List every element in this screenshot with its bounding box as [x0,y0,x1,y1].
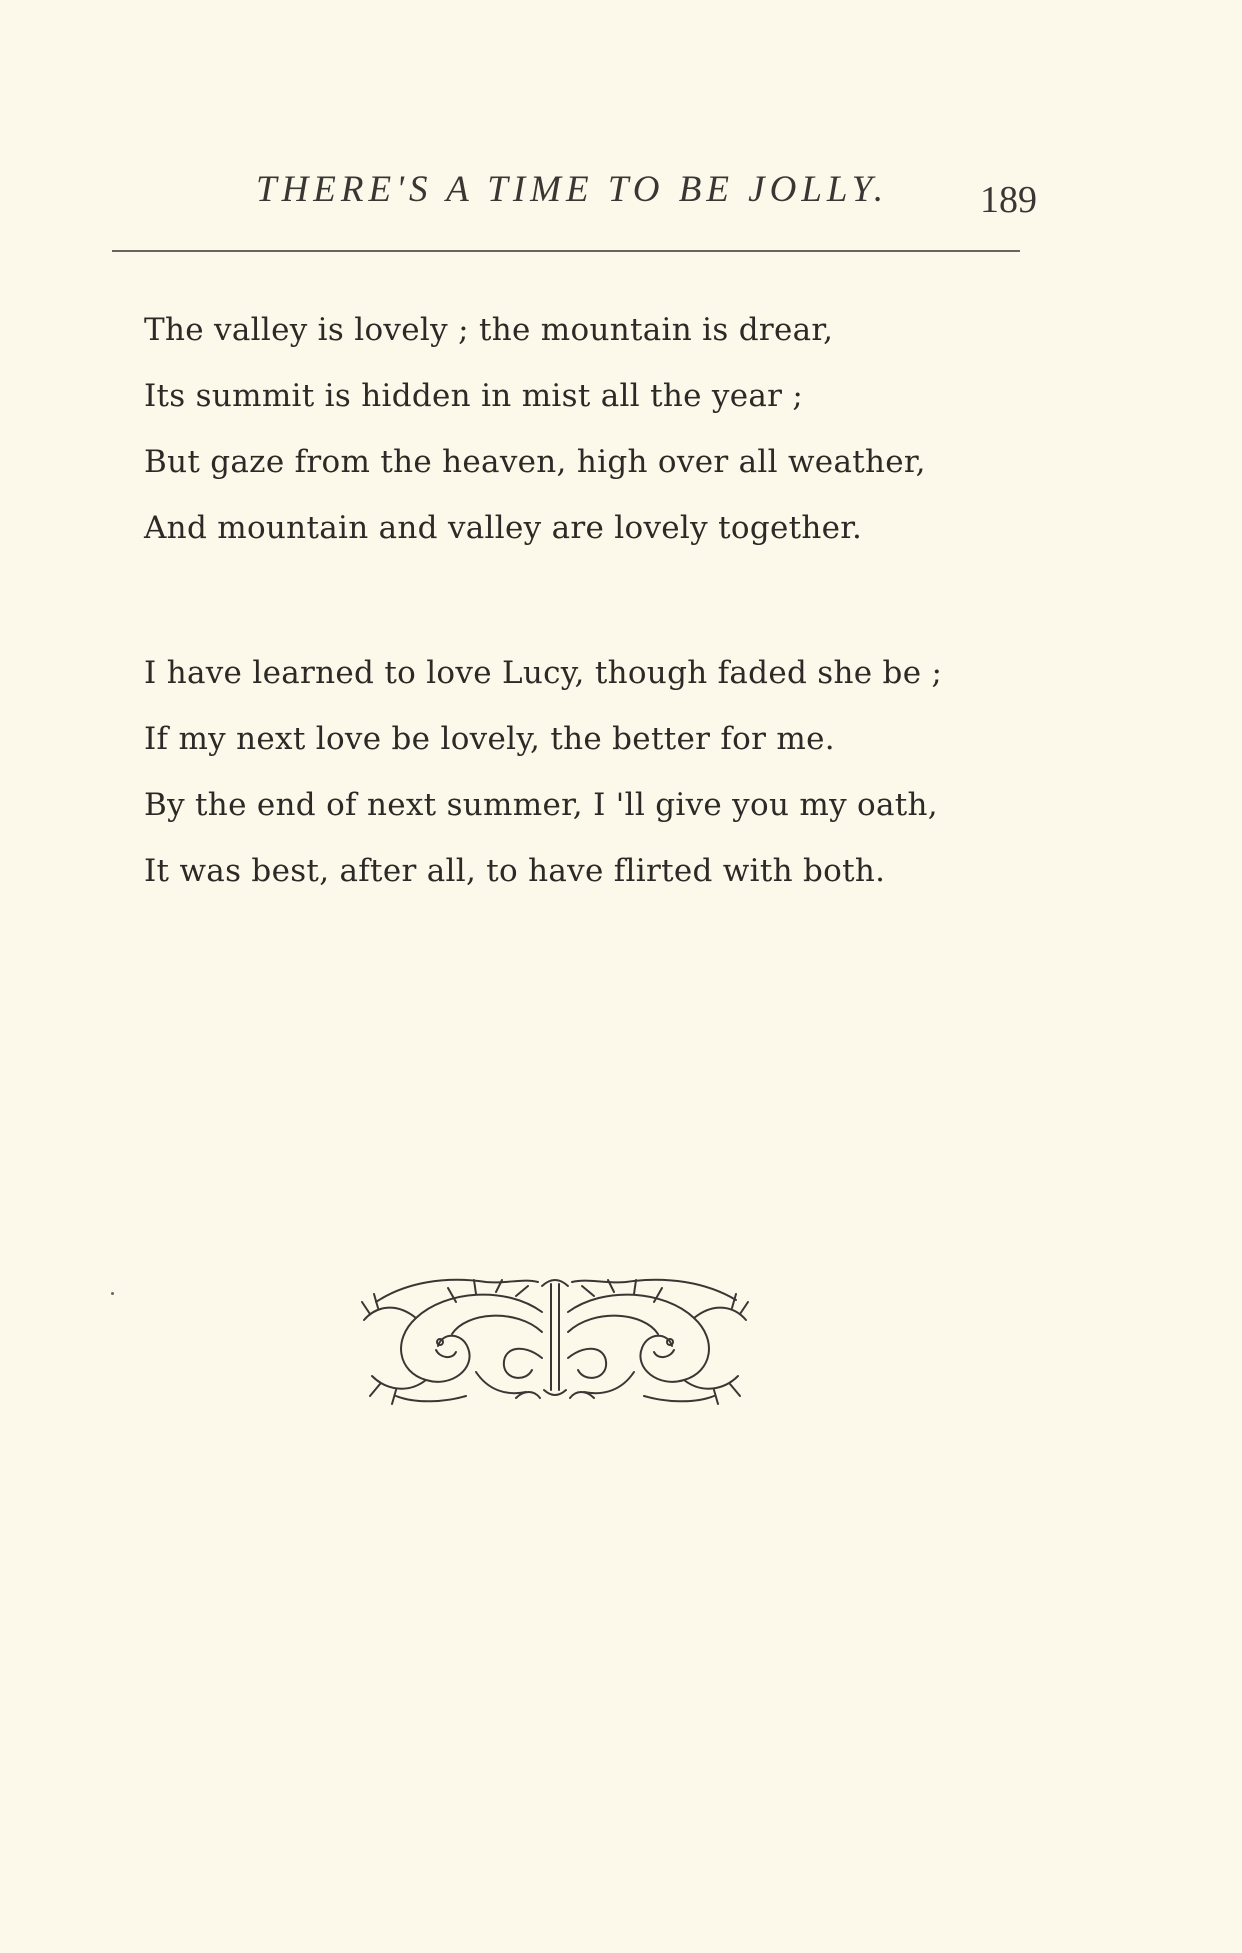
verse-line: But gaze from the heaven, high over all weather, [144,444,926,480]
page-number: 189 [980,179,1037,221]
verse-line: And mountain and valley are lovely together. [144,510,863,546]
stanza-2 [144,640,942,904]
verse-line: By the end of next summer, I 'll give you my oath, [144,787,938,823]
stanza-1 [144,297,926,561]
running-head: THERE'S A TIME TO BE JOLLY. [256,169,889,210]
verse-line: Its summit is hidden in mist all the year ; [144,378,804,414]
header-rule [112,250,1020,252]
floral-ornament-icon [356,1272,754,1408]
verse-line: It was best, after all, to have flirted with both. [144,853,886,889]
verse-line: I have learned to love Lucy, though faded she be ; [144,655,943,691]
verse-line: If my next love be lovely, the better for me. [144,721,835,757]
ink-speck [111,1292,114,1295]
verse-line: The valley is lovely ; the mountain is drear, [144,312,834,348]
